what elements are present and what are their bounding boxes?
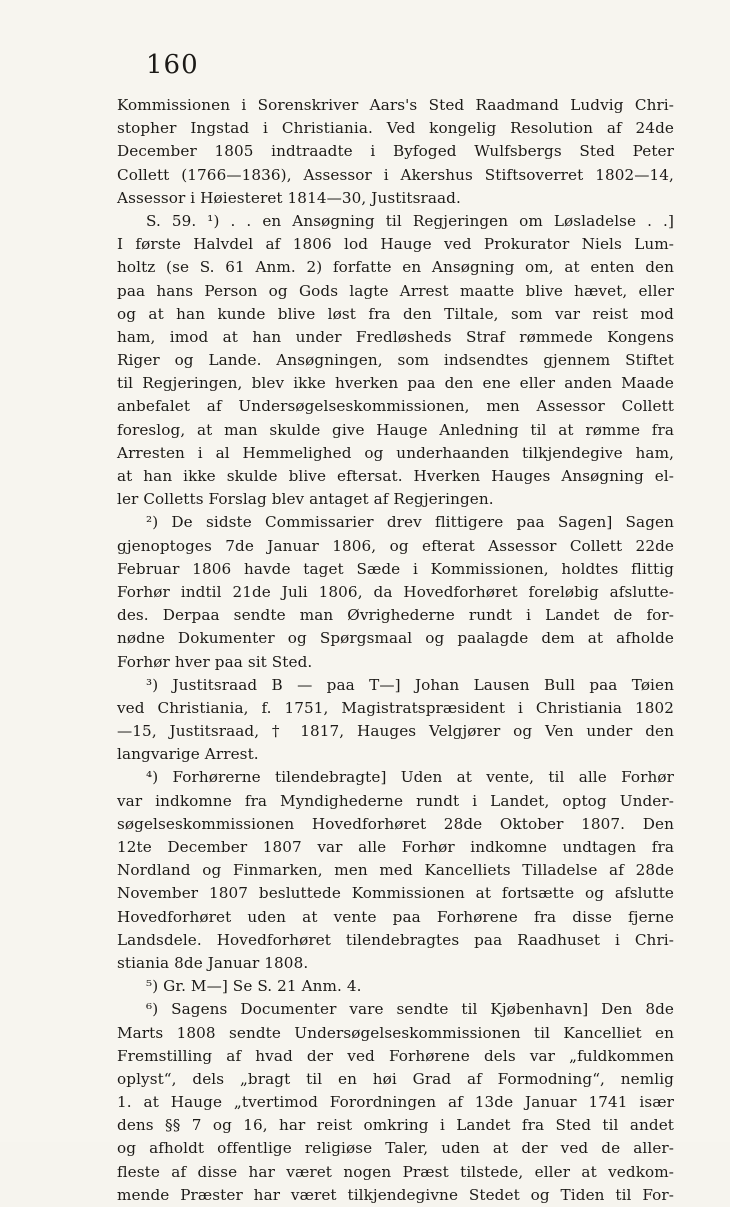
text-line: langvarige Arrest. xyxy=(117,745,259,764)
text-line: Marts 1808 sendte Undersøgelseskommissionen til Kancelliet en xyxy=(117,1023,674,1042)
footnote-text-block xyxy=(117,94,674,1207)
text-line: Assessor i Høiesteret 1814—30, Justitsraad. xyxy=(117,188,461,207)
footnote-heading-1: S. 59. ¹) . . en Ansøgning til Regjeringen om Løsladelse . .] xyxy=(146,211,674,230)
text-line: November 1807 besluttede Kommissionen at fortsætte og afslutte xyxy=(117,884,674,903)
text-line: I første Halvdel af 1806 lod Hauge ved Prokurator Niels Lum- xyxy=(117,235,674,254)
text-line: Forhør hver paa sit Sted. xyxy=(117,652,313,671)
text-line: ler Colletts Forslag blev antaget af Regjeringen. xyxy=(117,490,494,509)
text-line: fleste af disse har været nogen Præst tilstede, eller at vedkom- xyxy=(117,1162,674,1181)
text-line: des. Derpaa sendte man Øvrighederne rundt i Landet de for- xyxy=(117,606,674,625)
text-line: Collett (1766—1836), Assessor i Akershus Stiftsoverret 1802—14, xyxy=(117,165,674,184)
text-line: 12te December 1807 var alle Forhør indkomne undtagen fra xyxy=(117,838,674,856)
text-line: Forhør indtil 21de Juli 1806, da Hovedforhøret foreløbig afslutte- xyxy=(117,582,674,601)
text-line: paa hans Person og Gods lagte Arrest maatte blive hævet, eller xyxy=(117,281,674,300)
footnote-heading-6: ⁶) Sagens Documenter vare sendte til Kjøbenhavn] Den 8de xyxy=(146,1000,674,1019)
text-line: søgelseskommissionen Hovedforhøret 28de Oktober 1807. Den xyxy=(117,814,674,833)
text-line: Februar 1806 havde taget Sæde i Kommissionen, holdtes flittig xyxy=(117,559,674,578)
text-line: Landsdele. Hovedforhøret tilendebragtes paa Raadhuset i Chri- xyxy=(117,930,674,949)
text-line: dens §§ 7 og 16, har reist omkring i Landet fra Sted til andet xyxy=(117,1116,674,1135)
text-line: stiania 8de Januar 1808. xyxy=(117,953,309,972)
footnote-heading-4: ⁴) Forhørerne tilendebragte] Uden at vente, til alle Forhør xyxy=(146,768,674,787)
footnote-heading-5: ⁵) Gr. M—] Se S. 21 Anm. 4. xyxy=(146,977,362,996)
text-line: til Regjeringen, blev ikke hverken paa den ene eller anden Maade xyxy=(117,374,674,393)
text-line: stopher Ingstad i Christiania. Ved kongelig Resolution af 24de xyxy=(117,119,674,138)
text-line: —15, Justitsraad, † 1817, Hauges Velgjører og Ven under den xyxy=(117,722,674,741)
text-line: anbefalet af Undersøgelseskommissionen, men Assessor Collett xyxy=(117,397,674,416)
footnote-heading-3: ³) Justitsraad B — paa T—] Johan Lausen Bull paa Tøien xyxy=(146,675,674,694)
text-line: oplyst“, dels „bragt til en høi Grad af Formodning“, nemlig xyxy=(117,1069,674,1088)
text-line: var indkomne fra Myndighederne rundt i Landet, optog Under- xyxy=(117,791,674,810)
text-line: holtz (se S. 61 Anm. 2) forfatte en Ansøgning om, at enten den xyxy=(117,258,674,277)
text-line: Arresten i al Hemmelighed og underhaanden tilkjendegive ham, xyxy=(117,443,674,462)
text-line: Nordland og Finmarken, men med Kancelliets Tilladelse af 28de xyxy=(117,861,674,880)
text-line: mende Præster har været tilkjendegivne Stedet og Tiden til For- xyxy=(117,1185,674,1204)
page-number: 160 xyxy=(146,50,199,80)
text-line: foreslog, at man skulde give Hauge Anledning til at rømme fra xyxy=(117,420,674,439)
text-line: gjenoptoges 7de Januar 1806, og efterat Assessor Collett 22de xyxy=(117,536,674,555)
text-line: Fremstilling af hvad der ved Forhørene dels var „fuldkommen xyxy=(117,1046,674,1065)
text-line: at han ikke skulde blive eftersat. Hverken Hauges Ansøgning el- xyxy=(117,467,674,485)
text-line: Kommissionen i Sorenskriver Aars's Sted Raadmand Ludvig Chri- xyxy=(117,96,674,114)
text-line: og afholdt offentlige religiøse Taler, uden at der ved de aller- xyxy=(117,1139,674,1158)
text-line: Hovedforhøret uden at vente paa Forhørene fra disse fjerne xyxy=(117,907,674,926)
footnote-heading-2: ²) De sidste Commissarier drev flittigere paa Sagen] Sagen xyxy=(146,513,674,532)
text-line: December 1805 indtraadte i Byfoged Wulfsbergs Sted Peter xyxy=(117,142,674,161)
text-line: Riger og Lande. Ansøgningen, som indsendtes gjennem Stiftet xyxy=(117,351,674,370)
text-line: ved Christiania, f. 1751, Magistratspræsident i Christiania 1802 xyxy=(117,698,674,717)
text-line: ham, imod at han under Fredløsheds Straf rømmede Kongens xyxy=(117,327,674,346)
text-line: og at han kunde blive løst fra den Tiltale, som var reist mod xyxy=(117,304,674,323)
text-line: nødne Dokumenter og Spørgsmaal og paalagde dem at afholde xyxy=(117,629,674,648)
text-line: 1. at Hauge „tvertimod Forordningen af 13de Januar 1741 især xyxy=(117,1093,674,1112)
